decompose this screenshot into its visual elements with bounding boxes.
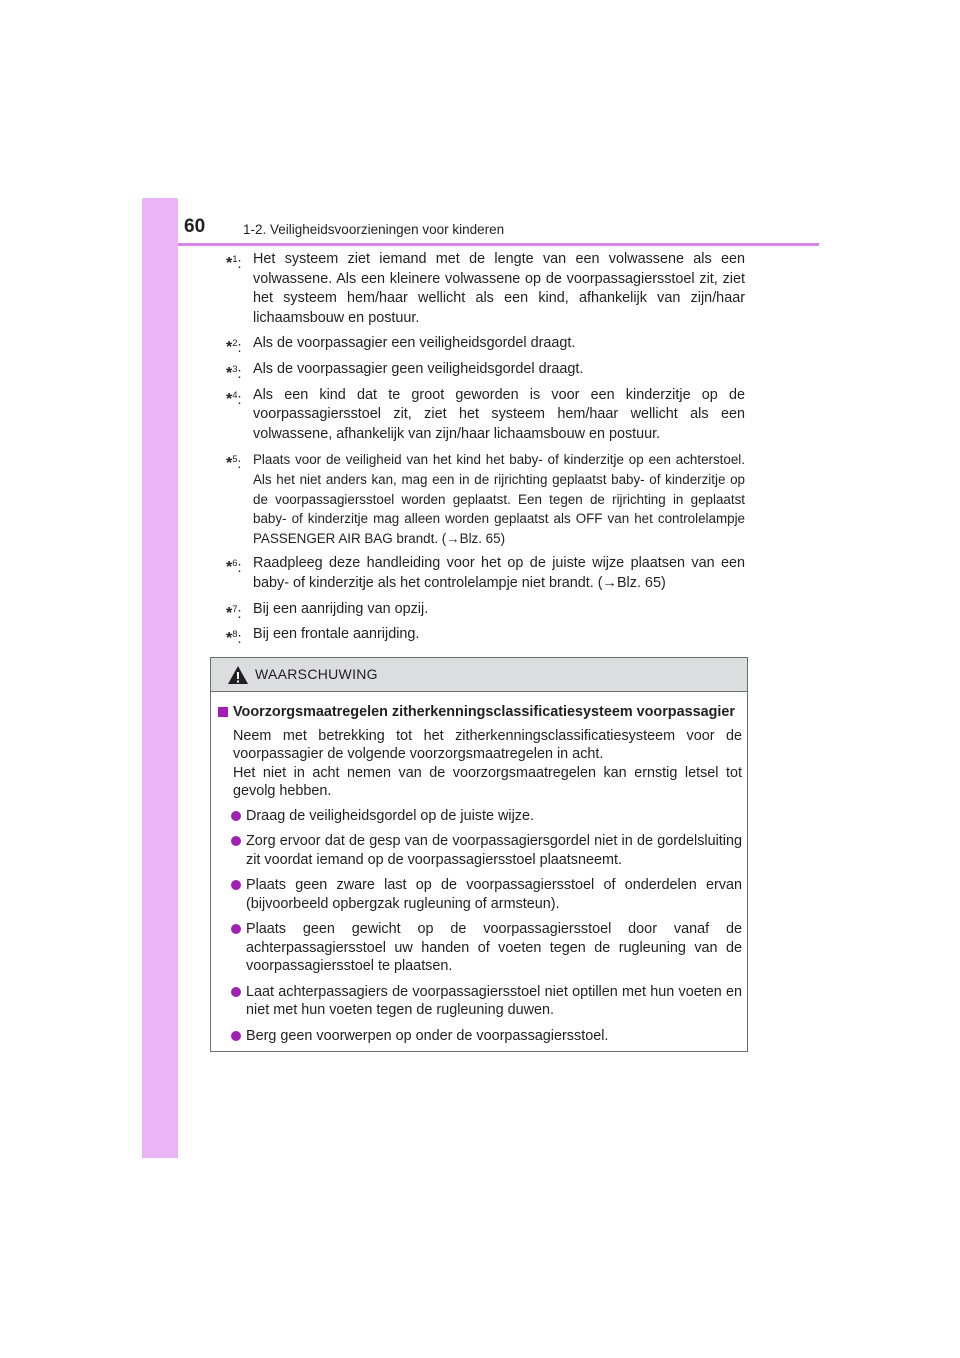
footnote-marker: *$^6$: [226,558,242,577]
warning-section-heading: Voorzorgsmaatregelen zitherkenningsclassificatiesysteem voorpassagier [216,703,742,722]
footnote-6 [212,554,745,593]
bullet-icon [231,811,241,821]
bullet-icon [231,987,241,997]
bullet-icon [231,836,241,846]
footnote-text: Bij een frontale aanrijding. [253,626,420,643]
footnote-marker: *$^1$: [226,254,242,272]
footnote-2 [212,334,745,357]
footnote-marker: *$^4$: [226,389,242,408]
footnote-marker: *$^7$: [226,603,242,622]
footnote-marker: *$^3$: [226,363,242,382]
bullet-icon [231,1031,241,1041]
list-item: Zorg ervoor dat de gesp van de voorpassagiersgordel niet in de gordelsluiting zit voordat iemand op de voorpassagiersstoel plaatsneemt. [216,832,742,869]
list-item: Plaats geen zware last op de voorpassagiersstoel of onderdelen ervan (bijvoorbeeld opbergzak rugleuning of armsteun). [216,876,742,913]
footnote-1 [212,250,745,328]
warning-intro: Neem met betrekking tot het zitherkenningsclassificatiesysteem voor de voorpassagier de volgende voorzorgsmaatregelen in acht. Het niet in acht nemen van de voorzorgsmaatregelen kan ernstig letsel tot gevolg hebben. [233,727,742,799]
footnote-marker: *$^2$: [226,338,242,357]
list-item: Plaats geen gewicht op de voorpassagiersstoel door vanaf de achterpassagiersstoel uw handen of voeten tegen de rugleuning van de voorpassagiersstoel te plaatsen. [216,920,742,976]
footnote-8 [212,625,745,648]
footnote-text: Als een kind dat te groot geworden is voor een kinderzitje op de voorpassagiersstoel zit, ziet het systeem hem/haar wellicht als een volwassene, afhankelijk van zijn/haar lichaamsbouw en postuur. [253,386,745,442]
warning-header [211,658,747,692]
square-marker-icon [218,707,228,717]
footnote-text: Het systeem ziet iemand met de lengte van een volwassene als een volwassene. Als een kleinere volwassene op de voorpassagiersstoel zit, ziet het systeem hem/haar wellicht als een kind, afhankelijk van zijn/haar lichaamsbouw en postuur. [253,251,745,326]
footnote-text: Bij een aanrijding van opzij. [253,600,429,617]
footnote-text: Als de voorpassagier een veiligheidsgordel draagt. [253,335,576,352]
footnote-3 [212,360,745,380]
footnote-5 [212,450,745,548]
header-divider [178,243,819,246]
footnote-4 [212,386,745,445]
footnote-list [212,250,745,651]
warning-title: WAARSCHUWING [255,666,378,682]
footnote-text: Plaats voor de veiligheid van het kind het baby- of kinderzitje op een achterstoel. Als het niet anders kan, mag een in de rijrichting geplaatst baby- of kinderzitje op de voorpassagiersstoel worden geplaatst. Een tegen de rijrichting in geplaatst baby- of kinderzitje mag alleen worden geplaatst als OFF van het controlelampje PASSENGER AIR BAG brandt. (→Blz. 65) [253,452,745,546]
chapter-title: 1-2. Veiligheidsvoorzieningen voor kinderen [243,222,505,237]
footnote-marker: *$^5$: [226,454,242,473]
bullet-icon [231,924,241,934]
footnote-marker: *$^8$: [226,629,242,648]
warning-triangle-icon [227,665,249,685]
list-item: Laat achterpassagiers de voorpassagiersstoel niet optillen met hun voeten en niet met hun voeten tegen de rugleuning duwen. [216,983,742,1020]
footnote-text: Als de voorpassagier geen veiligheidsgordel draagt. [253,360,584,377]
chapter-side-tab [142,198,178,1158]
footnote-7 [212,600,745,620]
warning-box [210,657,748,1052]
footnote-text: Raadpleeg deze handleiding voor het op de juiste wijze plaatsen van een baby- of kinderzitje als het controlelampje niet brandt. (→Blz. 65) [253,555,745,591]
warning-body [211,692,747,1045]
warning-bullet-list [216,807,742,1046]
page-number: 60 [184,216,206,237]
list-item: Berg geen voorwerpen op onder de voorpassagiersstoel. [216,1027,742,1046]
bullet-icon [231,880,241,890]
list-item: Draag de veiligheidsgordel op de juiste wijze. [216,807,742,826]
